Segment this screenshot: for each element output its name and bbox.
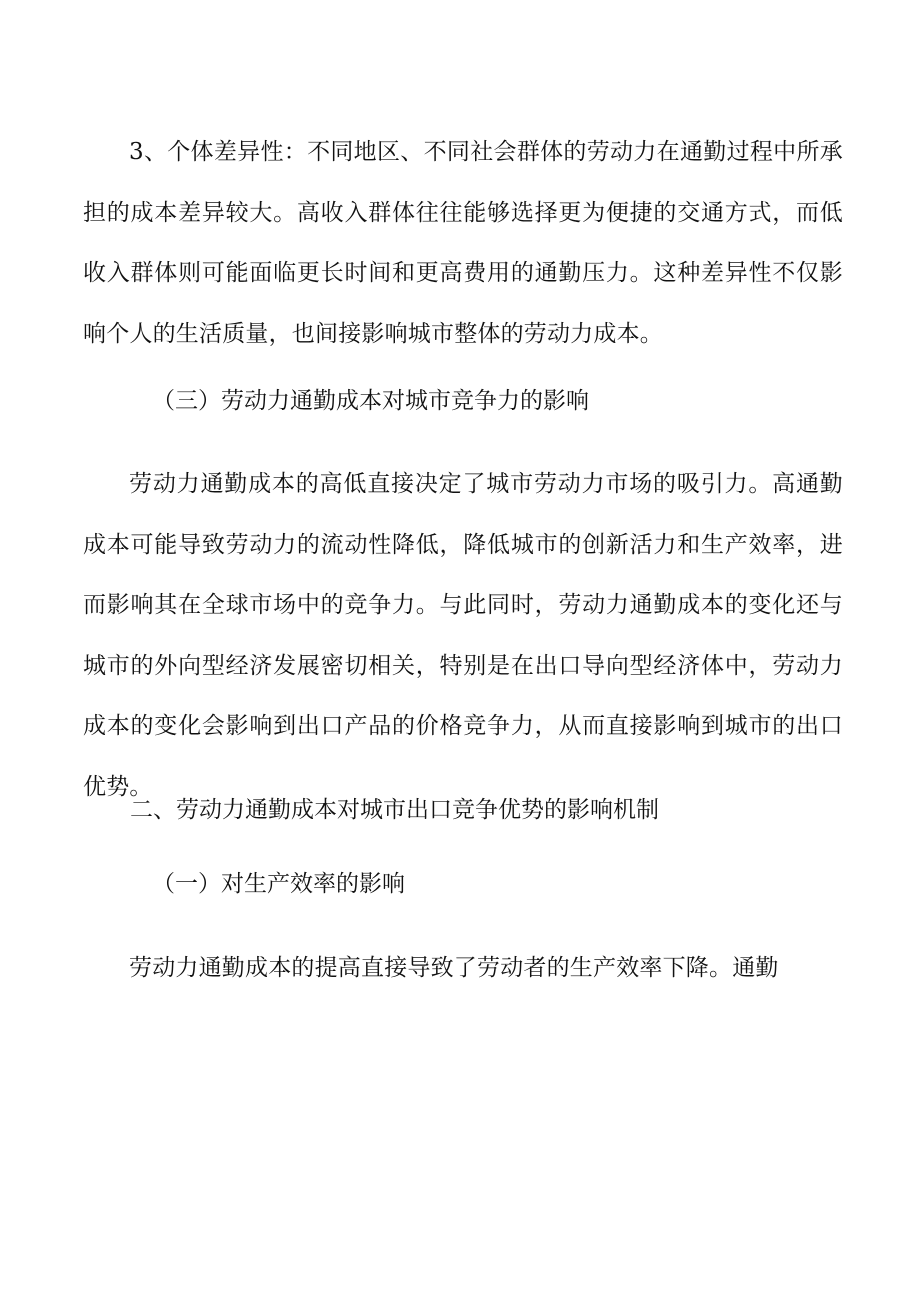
section-heading-mechanism: 二、劳动力通勤成本对城市出口竞争优势的影响机制 bbox=[130, 797, 659, 823]
paragraph-competitiveness: 劳动力通勤成本的高低直接决定了城市劳动力市场的吸引力。高通勤成本可能导致劳动力的流动性降低，降低城市的创新活力和生产效率，进而影响其在全球市场中的竞争力。与此同时，劳动力通勤成本的变化还与城市的外向型经济发展密切相关，特别是在出口导向型经济体中，劳动力成本的变化会影响到出口产品的价格竞争力，从而直接影响到城市的出口优势。 bbox=[83, 471, 843, 800]
paragraph-individual-differences: 3、个体差异性：不同地区、不同社会群体的劳动力在通勤过程中所承担的成本差异较大。高收入群体往往能够选择更为便捷的交通方式，而低收入群体则可能面临更长时间和更高费用的通勤压力。这种差异性不仅影响个人的生活质量，也间接影响城市整体的劳动力成本。 bbox=[83, 139, 843, 347]
subsection-heading-productivity: （一）对生产效率的影响 bbox=[152, 871, 405, 897]
paragraph-productivity: 劳动力通勤成本的提高直接导致了劳动者的生产效率下降。通勤 bbox=[129, 955, 779, 981]
subsection-heading-competitiveness: （三）劳动力通勤成本对城市竞争力的影响 bbox=[152, 388, 589, 414]
